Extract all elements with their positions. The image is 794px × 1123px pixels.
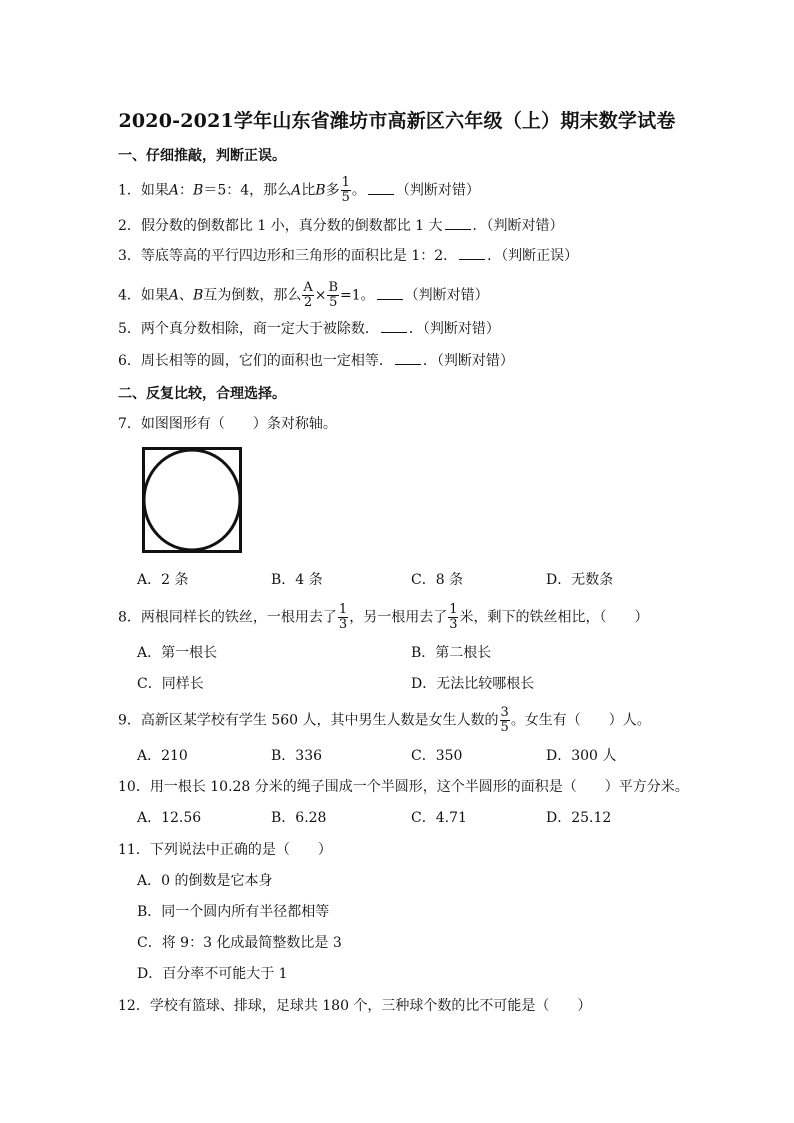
question-8 [118,603,648,632]
q8-option-a[interactable]: A．第一根长 [137,645,218,661]
question-4 [118,281,489,310]
question-12 [118,996,591,1016]
q1-text-b: ＝5：4，那么 [203,182,292,199]
q9-text-b: 。女生有（ ）人。 [510,712,651,729]
q2-text: 2．假分数的倒数都比 1 小，真分数的倒数都比 1 大 [118,218,443,234]
square-with-inscribed-circle-figure [142,447,242,553]
q1-var-a2: A [291,182,302,199]
q3-answer-blank[interactable] [459,247,485,260]
q7-option-d[interactable]: D．无数条 [546,572,614,588]
section-1-heading: 一、仔细推敲，判断正误。 [118,148,286,164]
question-9 [118,706,651,735]
q7-option-c[interactable]: C．8 条 [411,572,464,588]
q1-text-a: 1．如果 [118,182,169,199]
q8-text-a: 8．两根同样长的铁丝，一根用去了 [118,609,337,626]
q9-option-b[interactable]: B．336 [271,748,323,764]
q11-option-a[interactable]: A．0 的倒数是它本身 [137,873,273,889]
q8-text-c: 米，剩下的铁丝相比，（ ） [459,609,649,626]
q8-option-b[interactable]: B．第二根长 [411,645,492,661]
q5-answer-blank[interactable] [381,320,407,333]
q2-judge-note: ．（判断对错） [472,218,564,234]
q11-option-b[interactable]: B．同一个圆内所有半径都相等 [137,904,330,920]
question-2 [118,216,564,236]
q1-text-d: 多 [325,182,340,199]
q4-var-b: B [193,287,204,304]
q4-var-a: A [168,287,180,304]
question-11 [118,840,332,860]
question-10 [118,777,689,797]
q8-text-b: ，另一根用去了 [349,609,448,626]
q1-colon: ： [179,182,194,199]
q1-text-e: 。 [351,182,366,199]
q9-option-d[interactable]: D．300 人 [546,748,617,764]
q8-option-d[interactable]: D．无法比较哪根长 [411,676,535,692]
section-2-heading: 二、反复比较，合理选择。 [118,386,286,402]
q7-option-b[interactable]: B．4 条 [271,572,323,588]
question-1 [118,176,480,205]
q1-fraction [341,176,351,205]
q7-option-a[interactable]: A．2 条 [137,572,189,588]
q4-fraction-1-numerator: A [303,280,313,295]
q4-judge-note: （判断对错） [404,287,489,304]
q11-text: 11．下列说法中正确的是（ ） [118,842,332,858]
q9-fraction-numerator: 3 [500,705,509,720]
q4-text-a: 4．如果 [118,287,169,304]
q8-option-c[interactable]: C．同样长 [137,676,204,692]
q7-text: 7．如图图形有（ ）条对称轴。 [118,416,337,432]
q1-fraction-numerator: 1 [341,175,350,190]
q1-var-b: B [193,182,204,199]
q6-judge-note: ．（判断对错） [422,353,514,369]
q3-judge-note: ．（判断正误） [487,248,579,264]
q4-fraction-2-numerator: B [328,280,339,295]
q8-fraction-1-numerator: 1 [338,602,348,617]
q1-var-a: A [168,182,180,199]
q6-text: 6．周长相等的圆，它们的面积也一定相等． [118,353,393,369]
q9-fraction-denominator: 5 [500,720,509,735]
q10-option-c[interactable]: C．4.71 [411,810,467,826]
q4-answer-blank[interactable] [377,287,403,300]
question-7 [118,414,337,434]
q4-fraction-2-denominator: 5 [329,295,338,310]
q4-times: × [314,287,327,304]
q4-text-b: 互为倒数，那么 [203,287,302,304]
figure-circle [144,450,240,550]
q4-fraction-1 [302,281,313,310]
q11-option-d[interactable]: D．百分率不可能大于 1 [137,966,288,982]
q11-option-c[interactable]: C．将 9：3 化成最简整数比是 3 [137,935,342,951]
q4-fraction-1-denominator: 2 [303,295,313,310]
q4-fraction-2 [327,281,339,310]
q10-option-b[interactable]: B．6.28 [271,810,327,826]
q5-judge-note: ．（判断对错） [408,321,500,337]
q2-answer-blank[interactable] [445,217,471,230]
q10-option-a[interactable]: A．12.56 [137,810,202,826]
q6-answer-blank[interactable] [395,352,421,365]
q1-fraction-denominator: 5 [341,190,350,205]
q8-fraction-2-denominator: 3 [449,617,458,632]
q4-text-c: =1。 [340,287,375,304]
q10-text: 10．用一根长 10.28 分米的绳子围成一个半圆形，这个半圆形的面积是（ ）平方分米。 [118,779,689,795]
q12-text: 12．学校有篮球、排球，足球共 180 个，三种球个数的比不可能是（ ） [118,998,592,1014]
q1-text-c: 比 [301,182,316,199]
q3-text: 3．等底等高的平行四边形和三角形的面积比是 1：2． [118,248,458,264]
q5-text: 5．两个真分数相除，商一定大于被除数． [118,321,379,337]
q1-var-b2: B [315,182,326,199]
q9-option-c[interactable]: C．350 [411,748,463,764]
question-6 [118,351,514,371]
q8-fraction-1 [338,603,348,632]
q8-fraction-1-denominator: 3 [338,617,348,632]
q9-fraction [500,706,510,735]
q8-fraction-2 [448,603,458,632]
q1-answer-blank[interactable] [368,182,394,195]
q9-text-a: 9．高新区某学校有学生 560 人，其中男生人数是女生人数的 [118,712,499,729]
q8-fraction-2-numerator: 1 [449,602,458,617]
question-3 [118,246,578,266]
q1-judge-note: （判断对错） [395,182,480,199]
q9-option-a[interactable]: A．210 [137,748,188,764]
q4-sep: 、 [179,287,194,304]
page-title: 2020-2021学年山东省潍坊市高新区六年级（上）期末数学试卷 [118,110,676,132]
question-5 [118,319,500,339]
q10-option-d[interactable]: D．25.12 [546,810,612,826]
